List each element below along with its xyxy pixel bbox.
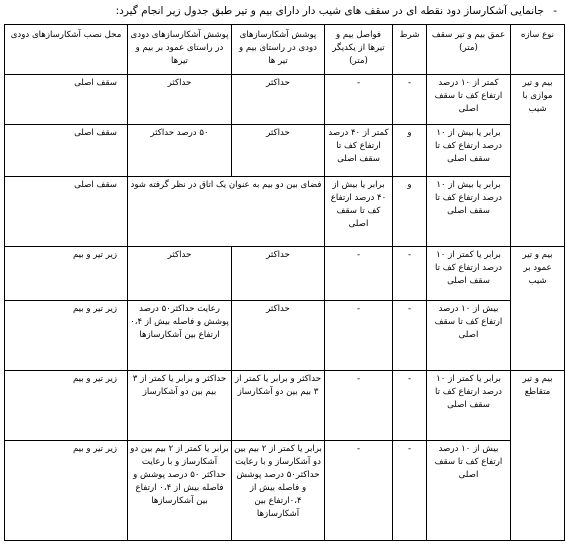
condition-cell: - — [393, 441, 427, 541]
coverage-along-cell: حداکثر — [232, 247, 325, 301]
mounting-location-cell: سقف اصلی — [5, 125, 128, 177]
spacing-cell: برابر یا بیش از ۴۰ درصد ارتفاع کف تا سقف اصلی — [325, 177, 393, 247]
heading-text: جانمایی آشکارساز دود نقطه ای در سقف های شیب دار دارای بیم و تیر طبق جدول زیر انجام گیرد: — [115, 5, 544, 17]
mounting-location-cell: زیر تیر و بیم — [5, 371, 128, 441]
table-row — [5, 301, 565, 371]
smoke-detector-placement-table — [4, 24, 565, 541]
depth-cell: برابر یا کمتر از ۱۰ درصد ارتفاع کف تا سقف اصلی — [427, 371, 511, 441]
coverage-along-cell: حداکثر — [232, 75, 325, 125]
table-row — [5, 125, 565, 177]
depth-cell: برابر یا کمتر از ۱۰ درصد ارتفاع کف تا سقف اصلی — [427, 247, 511, 301]
header-coverage-perpendicular: پوشش آشکارسازهای دودی در راستای عمود بر بیم و تیرها — [128, 25, 232, 75]
coverage-along-cell: حداکثر — [232, 125, 325, 177]
coverage-perpendicular-cell: برابر یا کمتر از ۲ بیم بین دو آشکارساز و با رعایت حداکثر ۵۰ درصد پوشش و فاصله بیش از ۰،۴ ارتفاع بین آشکارسازها — [128, 441, 232, 541]
document-heading — [10, 4, 557, 18]
condition-cell: - — [393, 371, 427, 441]
header-coverage-along-beams: پوشش آشکارسازهای دودی در راستای بیم و تیر ها — [232, 25, 325, 75]
coverage-perpendicular-cell: حداکثر — [128, 75, 232, 125]
header-beam-spacing: فواصل بیم و تیرها از یکدیگر (متر) — [325, 25, 393, 75]
spacing-cell: - — [325, 247, 393, 301]
header-structure-type: نوع سازه — [511, 25, 565, 75]
condition-cell: و — [393, 177, 427, 247]
condition-cell: - — [393, 75, 427, 125]
coverage-perpendicular-cell: ۵۰ درصد حداکثر — [128, 125, 232, 177]
header-condition: شرط — [393, 25, 427, 75]
condition-cell: و — [393, 125, 427, 177]
spacing-cell: - — [325, 75, 393, 125]
coverage-perpendicular-cell: حداکثر و برابر یا کمتر از ۳ بیم بین دو آشکارساز — [128, 371, 232, 441]
structure-type-cell: بیم و تیر متقاطع — [511, 371, 565, 541]
table-row — [5, 177, 565, 247]
structure-type-cell: بیم و تیر موازی با شیب — [511, 75, 565, 247]
mounting-location-cell: سقف اصلی — [5, 177, 128, 247]
table-row — [5, 441, 565, 541]
header-beam-depth: عمق بیم و تیر سقف (متر) — [427, 25, 511, 75]
mounting-location-cell: زیر تیر و بیم — [5, 441, 128, 541]
mounting-location-cell: زیر تیر و بیم — [5, 247, 128, 301]
coverage-along-cell: برابر یا کمتر از ۲ بیم بین دو آشکارساز و با رعایت حداکثر۵۰ درصد پوشش و فاصله بیش از ۰،۴ارتفاع بین آشکارسازها — [232, 441, 325, 541]
depth-cell: بیش از ۱۰ درصد ارتفاع کف تا سقف اصلی — [427, 301, 511, 371]
merged-coverage-cell: فضای بین دو بیم به عنوان یک اتاق در نظر گرفته شود — [128, 177, 325, 247]
header-mounting-location: محل نصب آشکارسازهای دودی — [5, 25, 128, 75]
condition-cell: - — [393, 247, 427, 301]
spacing-cell: - — [325, 371, 393, 441]
coverage-perpendicular-cell: حداکثر — [128, 247, 232, 301]
table-header-row — [5, 25, 565, 75]
depth-cell: برابر یا بیش از ۱۰ درصد ارتفاع کف تا سقف اصلی — [427, 125, 511, 177]
structure-type-cell: بیم و تیر عمود بر شیب — [511, 247, 565, 371]
coverage-perpendicular-cell: رعایت حداکثر۵۰ درصد پوشش و فاصله بیش از ۰،۴ ارتفاع بین آشکارسازها — [128, 301, 232, 371]
spacing-cell: - — [325, 441, 393, 541]
depth-cell: برابر یا بیش از ۱۰ درصد ارتفاع کف تا سقف اصلی — [427, 177, 511, 247]
coverage-along-cell: حداکثر و برابر یا کمتر از ۳ بیم بین دو آشکارساز — [232, 371, 325, 441]
depth-cell: کمتر از ۱۰ درصد ارتفاع کف تا سقف اصلی — [427, 75, 511, 125]
condition-cell: - — [393, 301, 427, 371]
heading-bullet: - — [553, 5, 557, 17]
mounting-location-cell: زیر تیر و بیم — [5, 301, 128, 371]
depth-cell: بیش از ۱۰ درصد ارتفاع کف تا سقف اصلی — [427, 441, 511, 541]
coverage-along-cell: حداکثر — [232, 301, 325, 371]
table-row — [5, 371, 565, 441]
mounting-location-cell: سقف اصلی — [5, 75, 128, 125]
table-row — [5, 75, 565, 125]
spacing-cell: - — [325, 301, 393, 371]
table-row — [5, 247, 565, 301]
spacing-cell: کمتر از ۴۰ درصد ارتفاع کف تا سقف اصلی — [325, 125, 393, 177]
